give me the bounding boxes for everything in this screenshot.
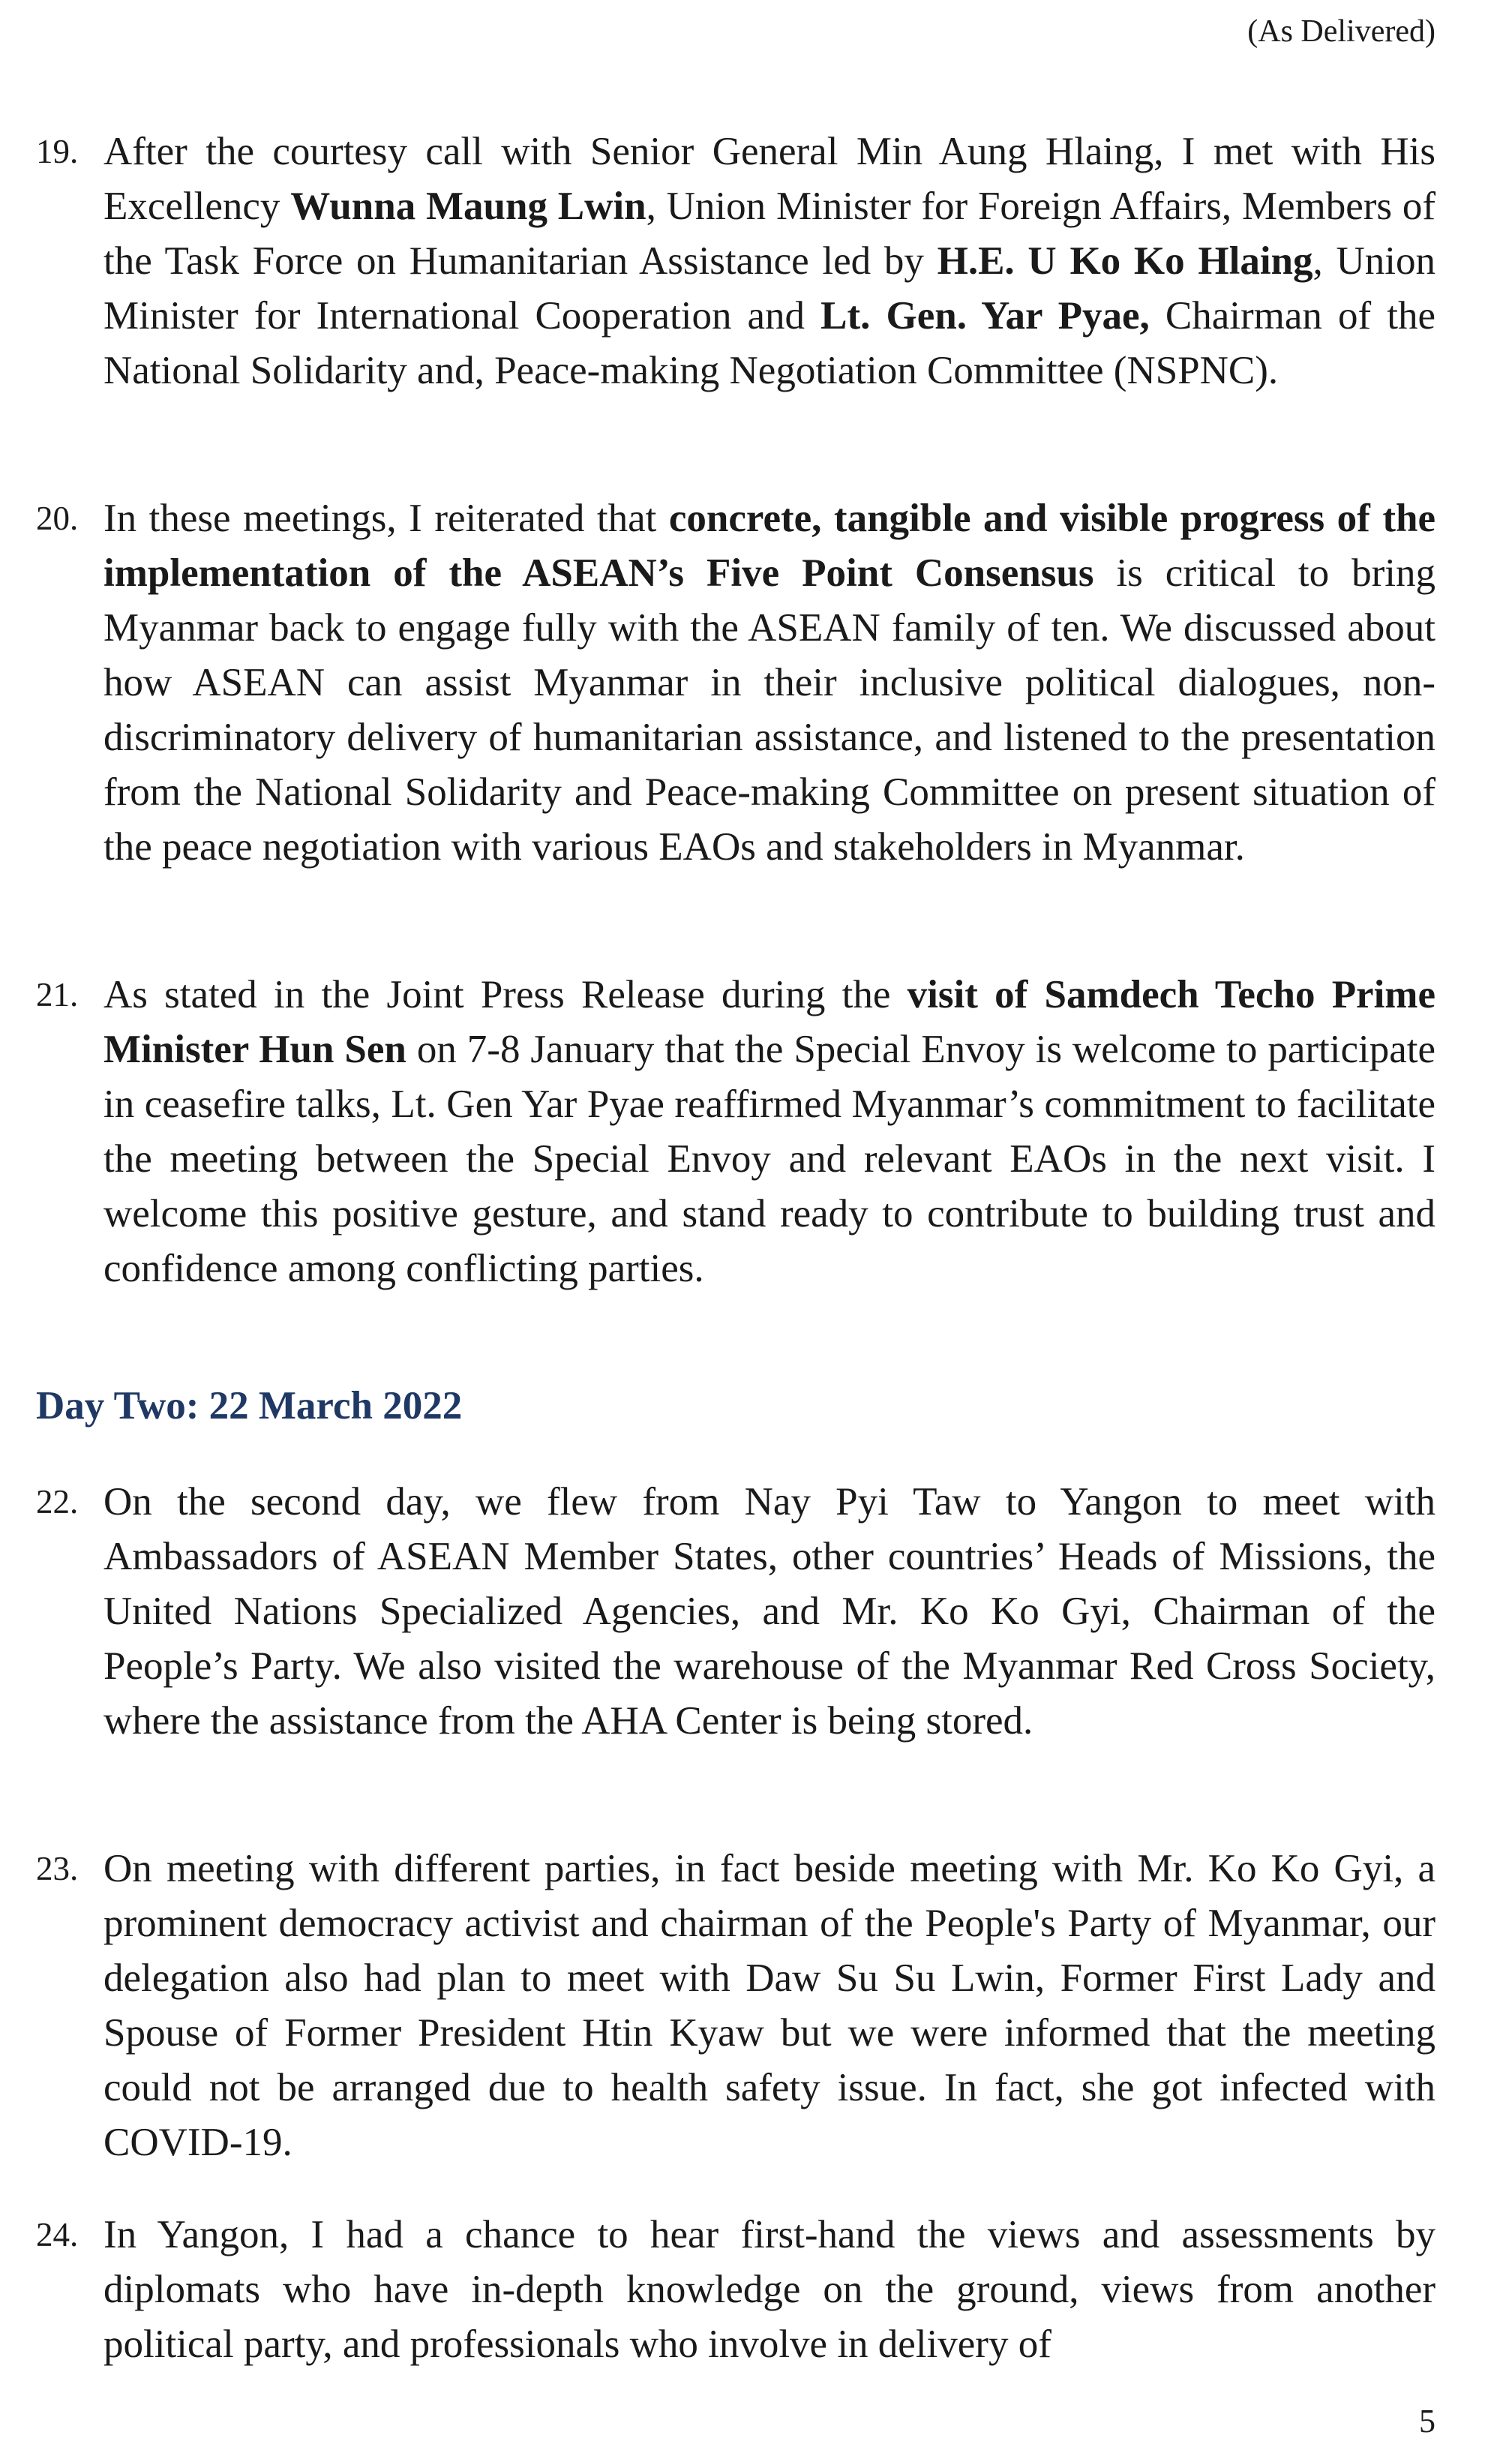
paragraph-number: 24. xyxy=(36,2216,79,2253)
header-note: (As Delivered) xyxy=(1247,14,1436,49)
text-run: on 7-8 January that the Special Envoy is welcome to participate in ceasefire talks, Lt. Gen Yar Pyae reaffirmed Myanmar’s commitment to facilitate the meeting between the Special Envoy and relevant EAOs in the next visit. I welcome this positive gesture, and stand ready to contribute to building trust and confidence among conflicting parties. xyxy=(104,1028,1436,1290)
bold-run: Wunna Maung Lwin xyxy=(290,185,646,228)
text-run: is critical to bring Myanmar back to engage fully with the ASEAN family of ten. We discussed about how ASEAN can assist Myanmar in their inclusive political dialogues, non-discriminatory delivery of humanitarian assistance, and listened to the presentation from the National Solidarity and Peace-making Committee on present situation of the peace negotiation with various EAOs and stakeholders in Myanmar. xyxy=(104,551,1436,869)
paragraph-23 xyxy=(36,1842,1436,2170)
text-run: In these meetings, I reiterated that xyxy=(104,497,669,540)
bold-run: concrete, tangible and visible progress of the implementation of the ASEAN’s Five Point Consensus xyxy=(104,497,1436,595)
page-number: 5 xyxy=(1419,2403,1436,2439)
text-run: On meeting with different parties, in fact beside meeting with Mr. Ko Ko Gyi, a prominent democracy activist and chairman of the People's Party of Myanmar, our delegation also had plan to meet with Daw Su Su Lwin, Former First Lady and Spouse of Former President Htin Kyaw but we were informed that the meeting could not be arranged due to health safety issue. In fact, she got infected with COVID-19. xyxy=(104,1847,1436,2164)
bold-run: H.E. U Ko Ko Hlaing xyxy=(937,239,1313,283)
paragraph-number: 21. xyxy=(36,976,79,1013)
text-run: , Union Minister for International Cooperation and xyxy=(104,239,1436,338)
text-run: After the courtesy call with Senior General Min Aung Hlaing, I met with His Excellency xyxy=(104,130,1436,228)
paragraph-text xyxy=(104,2208,1436,2372)
text-run: On the second day, we flew from Nay Pyi Taw to Yangon to meet with Ambassadors of ASEAN Member States, other countries’ Heads of Missions, the United Nations Specialized Agencies, and Mr. Ko Ko Gyi, Chairman of the People’s Party. We also visited the warehouse of the Myanmar Red Cross Society, where the assistance from the AHA Center is being stored. xyxy=(104,1480,1436,1743)
paragraph-21 xyxy=(36,968,1436,1296)
paragraph-number: 20. xyxy=(36,500,79,537)
paragraph-number: 19. xyxy=(36,133,79,170)
text-run: Chairman of the National Solidarity and, Peace-making Negotiation Committee (NSPNC). xyxy=(104,294,1436,392)
paragraph-text xyxy=(104,1842,1436,2170)
paragraph-19 xyxy=(36,125,1436,398)
paragraph-20 xyxy=(36,491,1436,875)
text-run: , Union Minister for Foreign Affairs, Members of the Task Force on Humanitarian Assistance led by xyxy=(104,185,1436,283)
text-run: As stated in the Joint Press Release during the xyxy=(104,973,908,1016)
paragraph-number: 23. xyxy=(36,1850,79,1887)
paragraph-text xyxy=(104,1475,1436,1749)
paragraph-22 xyxy=(36,1475,1436,1749)
bold-run: visit of Samdech Techo Prime Minister Hun Sen xyxy=(104,973,1436,1071)
paragraph-24 xyxy=(36,2208,1436,2372)
section-heading: Day Two: 22 March 2022 xyxy=(36,1384,463,1428)
paragraph-number: 22. xyxy=(36,1483,79,1521)
paragraph-text xyxy=(104,125,1436,398)
paragraph-text xyxy=(104,491,1436,875)
bold-run: Lt. Gen. Yar Pyae, xyxy=(820,294,1150,338)
paragraph-text xyxy=(104,968,1436,1296)
text-run: In Yangon, I had a chance to hear first-hand the views and assessments by diplomats who have in-depth knowledge on the ground, views from another political party, and professionals who involve in delivery of xyxy=(104,2213,1436,2366)
